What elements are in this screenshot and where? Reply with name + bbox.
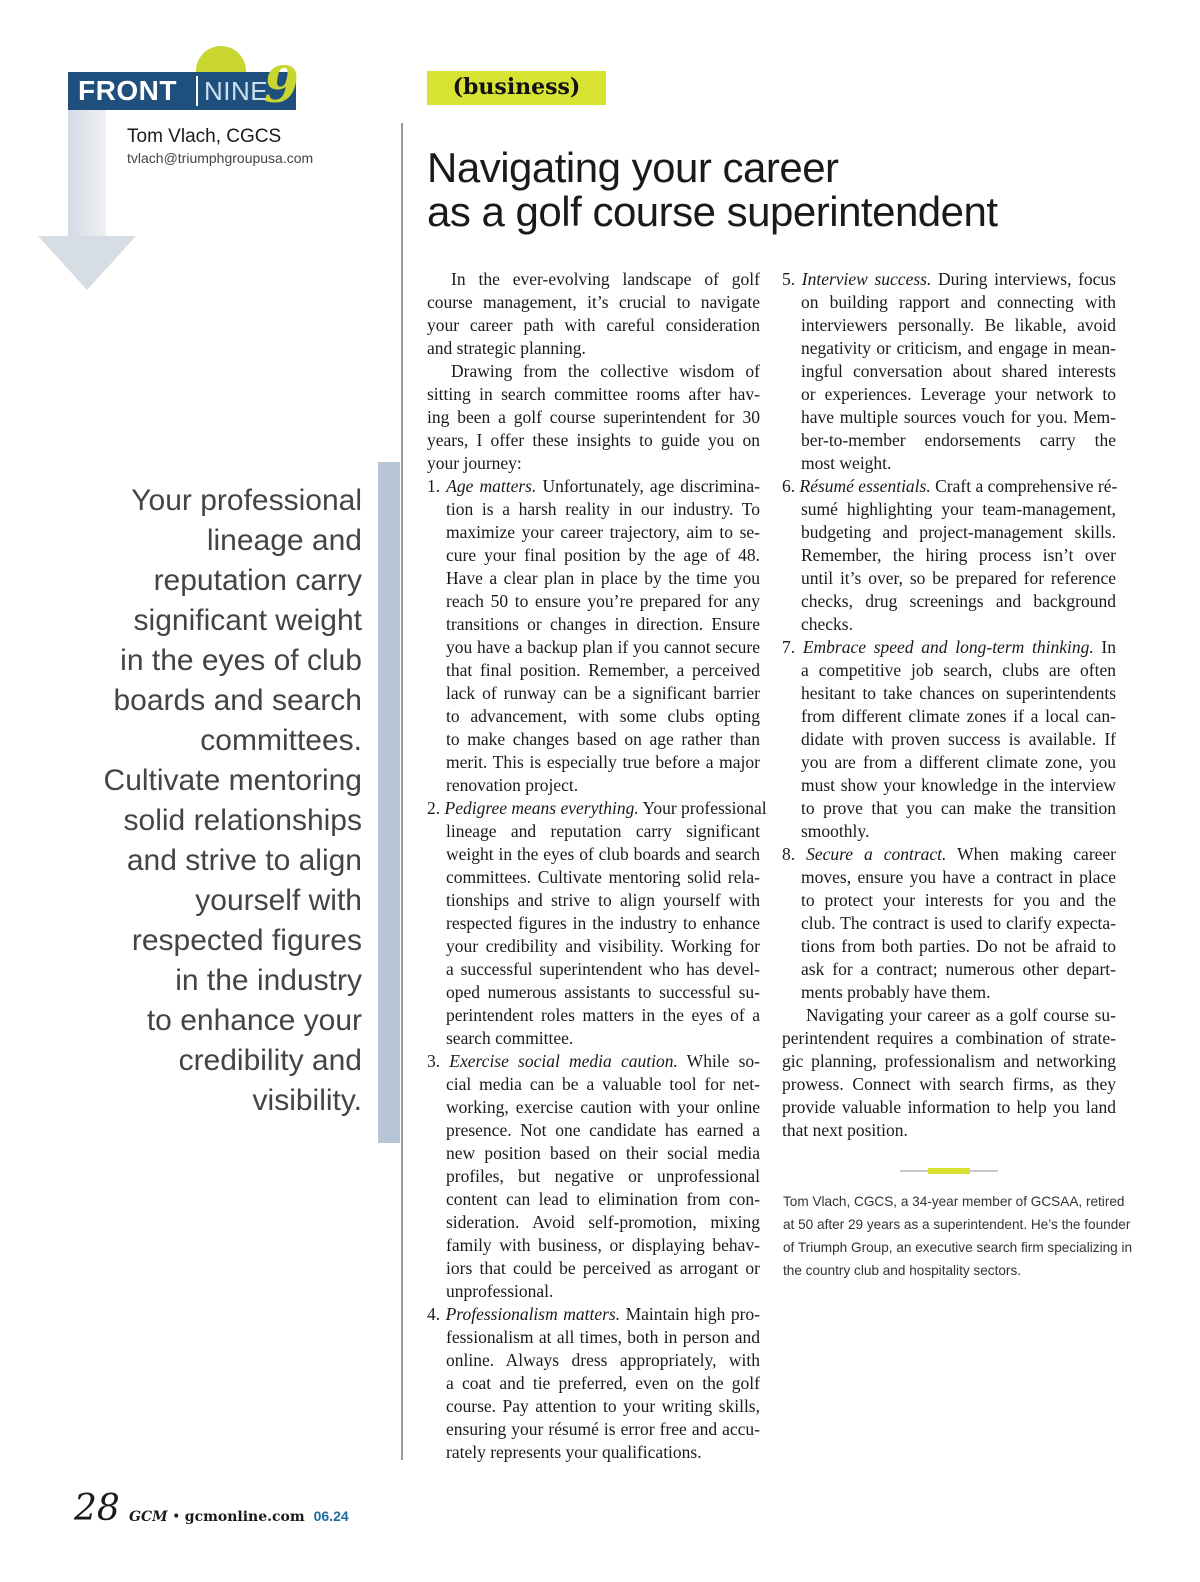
logo-separator <box>196 76 198 106</box>
footer-publication <box>129 1508 349 1525</box>
body-line: course management, it’s crucial to navigate <box>427 292 760 312</box>
pull-quote-line: boards and search <box>113 684 362 717</box>
pull-quote-line: yourself with <box>195 884 362 917</box>
arrow-head-icon <box>38 236 136 290</box>
body-line: In the ever-evolving landscape of golf <box>451 269 760 289</box>
body-line: search committee. <box>446 1028 574 1048</box>
body-line: lack of runway can be a significant barrier <box>446 683 760 703</box>
body-line: checks. <box>801 614 853 634</box>
body-line: your credibility and visibility. Working for <box>446 936 760 956</box>
body-line: oped numerous assistants to successful su- <box>446 982 760 1002</box>
title-line: as a golf course superintendent <box>427 188 998 235</box>
body-line: most weight. <box>801 453 892 473</box>
body-line: negativity or criticism, and engage in mean- <box>801 338 1116 358</box>
pull-quote-line: and strive to align <box>126 844 362 877</box>
body-line: profiles, but negative or unprofessional <box>446 1166 760 1186</box>
footer-bullet: • <box>172 1509 181 1525</box>
body-line: cure your final position by the age of 48. <box>446 545 760 565</box>
body-line: 7. Embrace speed and long-term thinking. In <box>782 637 1117 657</box>
body-line: cial media can be a valuable tool for net- <box>446 1074 760 1094</box>
body-line: perintendent roles matters in the eyes of a <box>446 1005 760 1025</box>
body-line: maximize your career trajectory, aim to se- <box>446 522 760 542</box>
pull-quote-line: significant weight <box>133 604 362 637</box>
body-line: smoothly. <box>801 821 870 841</box>
body-line: provide valuable information to help you land <box>782 1097 1116 1117</box>
article-title <box>427 146 1147 234</box>
body-line: presence. Not one candidate has earned a <box>446 1120 760 1140</box>
body-line: you have a backup plan if you cannot secure <box>446 637 760 657</box>
logo-nine-text: NINE <box>204 76 269 106</box>
body-line: 4. Professionalism matters. Maintain high pro- <box>427 1304 761 1324</box>
body-line: a competitive job search, clubs are often <box>801 660 1116 680</box>
pull-quote-line: in the industry <box>175 964 362 997</box>
body-line: ber-to-member endorsements carry the <box>801 430 1116 450</box>
body-line: 3. Exercise social media caution. While so- <box>427 1051 760 1071</box>
body-line: online. Always dress appropriately, with <box>446 1350 760 1370</box>
bio-line: of Triumph Group, an executive search firm specializing in <box>783 1240 1133 1255</box>
body-line: ments probably have them. <box>801 982 991 1002</box>
author-name: Tom Vlach, CGCS <box>127 126 282 147</box>
body-line: interviewers personally. Be likable, avoid <box>801 315 1116 335</box>
pull-quote-line: Your professional <box>131 484 362 517</box>
body-line: new position based on their social media <box>446 1143 760 1163</box>
bio-line: at 50 after 29 years as a superintendent. He’s the founder <box>783 1217 1131 1232</box>
body-line: lineage and reputation carry significant <box>446 821 760 841</box>
body-line: iors that could be perceived as arrogant or <box>446 1258 760 1278</box>
body-line: moves, ensure you have a contract in place <box>801 867 1116 887</box>
pull-quote-line: reputation carry <box>153 564 362 597</box>
page-number: 28 <box>74 1488 120 1529</box>
body-line: on building rapport and connecting with <box>801 292 1116 312</box>
body-line: 5. Interview success. During interviews, focus <box>782 269 1116 289</box>
body-line: club. The contract is used to clarify expecta- <box>801 913 1116 933</box>
body-line: prowess. Connect with search firms, as they <box>782 1074 1116 1094</box>
body-line: respected figures in the industry to enhance <box>446 913 760 933</box>
body-line: working, exercise caution with your online <box>446 1097 760 1117</box>
body-line: ing been a golf course superintendent for 30 <box>427 407 760 427</box>
body-line: to protect your interests for you and the <box>801 890 1116 910</box>
bio-separator-accent <box>928 1168 970 1174</box>
pull-quote-line: to enhance your <box>146 1004 362 1037</box>
body-line: to advancement, with some clubs opting <box>446 706 760 726</box>
author-bio <box>783 1190 1133 1282</box>
body-line: a successful superintendent who has devel- <box>446 959 760 979</box>
body-line: didate with proven success is available. If <box>801 729 1116 749</box>
body-line: your journey: <box>427 453 522 473</box>
body-line: content can lead to elimination from con- <box>446 1189 760 1209</box>
pull-quote-line: lineage and <box>206 524 362 557</box>
pull-quote-line: visibility. <box>252 1084 362 1117</box>
pull-quote-line: credibility and <box>178 1044 362 1077</box>
body-line: Remember, the hiring process isn’t over <box>801 545 1116 565</box>
body-line: from different climate zones if a local can- <box>801 706 1116 726</box>
pull-quote-line: Cultivate mentoring <box>103 764 362 797</box>
bio-line: Tom Vlach, CGCS, a 34-year member of GCSAA, retired <box>783 1194 1125 1209</box>
body-line: sitting in search committee rooms after hav- <box>427 384 760 404</box>
body-line: Navigating your career as a golf course su- <box>806 1005 1116 1025</box>
body-line: or experiences. Leverage your network to <box>801 384 1116 404</box>
title-line: Navigating your career <box>427 144 839 191</box>
body-line: ensuring your résumé is error free and accu- <box>446 1419 760 1439</box>
body-line: your career path with careful consideration <box>427 315 760 335</box>
pull-quote-line: committees. <box>200 724 362 757</box>
body-line: ingful conversation about shared interests <box>801 361 1116 381</box>
body-line: rately represents your qualifications. <box>446 1442 702 1462</box>
logo-numeral: 9 <box>264 55 299 114</box>
body-line: weight in the eyes of club boards and search <box>446 844 760 864</box>
body-line: that next position. <box>782 1120 908 1140</box>
arrow-down-icon <box>68 110 106 236</box>
body-line: committees. Cultivate mentoring solid rela- <box>446 867 760 887</box>
body-line: must show your knowledge in the interview <box>801 775 1116 795</box>
logo-front-text: FRONT <box>78 75 177 106</box>
pull-quote-line: respected figures <box>131 924 362 957</box>
body-line: Have a clear plan in place by the time you <box>446 568 760 588</box>
body-line: course. Pay attention to your writing skills, <box>446 1396 760 1416</box>
body-line: 8. Secure a contract. When making career <box>782 844 1117 864</box>
body-line: reach 50 to ensure you’re prepared for any <box>446 591 760 611</box>
body-line: until it’s over, so be prepared for reference <box>801 568 1116 588</box>
pull-quote-bar <box>378 462 400 1143</box>
body-line: have multiple sources vouch for you. Mem- <box>801 407 1116 427</box>
body-line: tionships and strive to align yourself with <box>446 890 760 910</box>
footer-magazine: GCM <box>129 1509 168 1525</box>
body-line: 2. Pedigree means everything. Your professional <box>427 798 767 818</box>
body-line: fessionalism at all times, both in person and <box>446 1327 760 1347</box>
body-line: to prove that you can make the transition <box>801 798 1116 818</box>
body-line: 1. Age matters. Unfortunately, age discrimina- <box>427 476 760 496</box>
body-line: merit. This is especially true before a major <box>446 752 760 772</box>
pull-quote-line: in the eyes of club <box>120 644 362 677</box>
body-line: years, I offer these insights to guide you on <box>427 430 760 450</box>
body-line: transitions or changes in direction. Ensure <box>446 614 760 634</box>
bio-line: the country club and hospitality sectors. <box>783 1263 1022 1278</box>
body-line: that final position. Remember, a perceived <box>446 660 760 680</box>
body-line: to make changes based on age rather than <box>446 729 760 749</box>
body-line: 6. Résumé essentials. Craft a comprehensive ré- <box>782 476 1118 496</box>
body-line: tions from both parties. Do not be afraid to <box>801 936 1116 956</box>
body-line: hesitant to take chances on superintendents <box>801 683 1116 703</box>
body-column-1 <box>427 268 767 1464</box>
body-line: sumé highlighting your team-management, <box>801 499 1116 519</box>
section-tag <box>427 71 606 105</box>
logo-leaf-shape <box>196 46 246 74</box>
footer-issue: 06.24 <box>313 1508 349 1524</box>
pull-quote-line: solid relationships <box>123 804 362 837</box>
body-line: budgeting and project-management skills. <box>801 522 1116 542</box>
body-line: family with business, or displaying behav- <box>446 1235 760 1255</box>
footer-website: gcmonline.com <box>184 1509 305 1525</box>
body-line: checks, drug screenings and background <box>801 591 1116 611</box>
body-line: ask for a contract; numerous other depart- <box>801 959 1116 979</box>
body-line: a coat and tie preferred, even on the golf <box>446 1373 760 1393</box>
body-column-2 <box>782 268 1116 1142</box>
body-line: renovation project. <box>446 775 579 795</box>
body-line: and strategic planning. <box>427 338 586 358</box>
body-line: you are from a different climate zone, you <box>801 752 1116 772</box>
section-tag-label: (business) <box>452 74 581 100</box>
body-line: unprofessional. <box>446 1281 554 1301</box>
body-line: perintendent requires a combination of strate- <box>782 1028 1116 1048</box>
body-line: Drawing from the collective wisdom of <box>451 361 760 381</box>
front-nine-logo <box>68 46 300 114</box>
pull-quote <box>60 481 362 1121</box>
body-line: tion is a harsh reality in our industry. To <box>446 499 760 519</box>
body-line: sideration. Avoid self-promotion, mixing <box>446 1212 760 1232</box>
body-line: gic planning, professionalism and networking <box>782 1051 1116 1071</box>
author-email: tvlach@triumphgroupusa.com <box>127 150 314 166</box>
column-divider <box>401 123 403 1460</box>
